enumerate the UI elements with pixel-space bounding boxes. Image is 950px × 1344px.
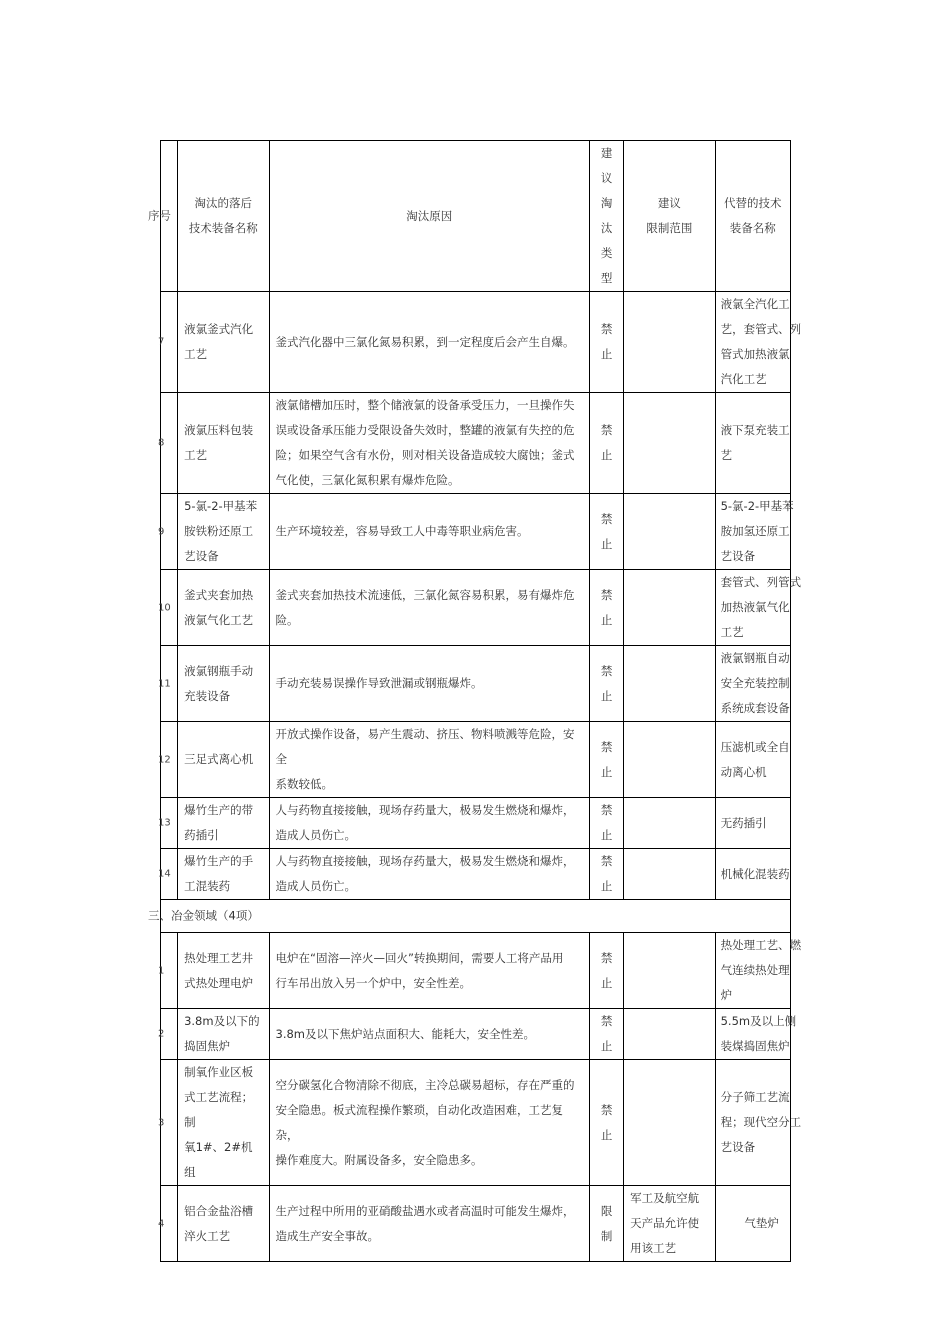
cell-line: 安全隐患。板式流程操作繁琐，自动化改造困难，工艺复杂， (275, 1102, 563, 1142)
cell-line: 止 (600, 1127, 613, 1142)
cell-line: 液氯釜式汽化 (184, 322, 254, 336)
cell-line: 工艺 (184, 448, 208, 462)
cell-line: 止 (600, 347, 613, 361)
elimination-type (590, 933, 624, 1009)
elimination-reason (269, 722, 590, 798)
row-number: 2 (161, 1009, 178, 1060)
cell-line: 压滤机或全自 (720, 739, 790, 754)
cell-line: 制 (600, 1228, 613, 1243)
elimination-type (590, 798, 624, 849)
elimination-reason (269, 933, 590, 1009)
cell-line: 釜式夹套加热 (184, 587, 254, 602)
cell-line: 止 (600, 536, 613, 551)
cell-line: 止 (600, 828, 613, 842)
restriction-scope (624, 393, 715, 494)
cell-line: 胺铁粉还原工 (184, 524, 254, 538)
replacement-tech (715, 1060, 802, 1186)
equipment-name (178, 393, 269, 494)
equipment-name (178, 933, 269, 1009)
replacement-tech (715, 798, 790, 849)
cell-line: 开放式操作设备，易产生震动、挤压、物料喷溅等危险，安全 (275, 727, 575, 766)
row-number: 4 (161, 1186, 178, 1262)
header-row (161, 141, 791, 292)
cell-line: 军工及航空航 (630, 1191, 700, 1205)
restriction-scope (624, 933, 715, 1009)
cell-line: 禁 (600, 587, 613, 602)
cell-line: 误或设备承压能力受限设备失效时，整罐的液氯有失控的危 (275, 423, 575, 437)
elimination-type (590, 849, 624, 900)
elimination-reason (269, 1009, 590, 1060)
cell-line: 禁 (600, 423, 613, 437)
cell-line: 险；如果空气含有水份，则对相关设备造成较大腐蚀；釜式 (275, 448, 575, 462)
cell-line: 工艺 (720, 625, 744, 639)
cell-line: 式工艺流程；制 (184, 1090, 254, 1129)
equipment-name (178, 1009, 269, 1060)
equipment-name (178, 1060, 269, 1186)
elimination-type (590, 722, 624, 798)
row-number: 7 (161, 292, 178, 393)
cell-line: 5-氯-2-甲基苯 (184, 499, 258, 513)
cell-line: 铝合金盐浴槽 (184, 1203, 254, 1218)
restriction-scope (624, 646, 715, 722)
cell-line: 禁 (600, 1014, 613, 1028)
replacement-tech (715, 1186, 790, 1262)
cell-line: 工艺 (184, 347, 208, 361)
elimination-reason (269, 849, 590, 900)
elimination-reason (269, 494, 590, 570)
cell-line: 安全充装控制 (720, 676, 790, 690)
elimination-type (590, 1186, 624, 1262)
cell-line: 液下泵充装工 (720, 423, 790, 437)
header-type: 建 议 淘 汰 类 型 (590, 141, 624, 292)
equipment-name (178, 646, 269, 722)
cell-line: 釜式夹套加热技术流速低，三氯化氮容易积累，易有爆炸危 (275, 587, 575, 602)
cell-line: 加热液氯气化 (720, 600, 790, 614)
cell-line: 止 (600, 612, 613, 627)
cell-line: 天产品允许使 (630, 1216, 700, 1230)
cell-line: 艺设备 (184, 549, 219, 563)
cell-line: 无药插引 (720, 815, 767, 830)
row-number: 9 (161, 494, 178, 570)
equipment-name (178, 292, 269, 393)
cell-line: 禁 (600, 854, 613, 868)
cell-line: 行车吊出放入另一个炉中，安全性差。 (275, 975, 471, 990)
table-row (161, 393, 791, 494)
cell-line: 炉 (720, 988, 733, 1002)
cell-line: 电炉在“固溶—淬火—回火”转换期间，需要人工将产品用 (275, 950, 564, 965)
row-number: 1 (161, 933, 178, 1009)
cell-line: 管式加热液氯 (720, 347, 790, 361)
cell-line: 分子筛工艺流 (720, 1090, 790, 1104)
cell-line: 止 (600, 764, 613, 779)
equipment-name (178, 570, 269, 646)
table-row (161, 292, 791, 393)
header-reason: 淘汰原因 (269, 141, 590, 292)
cell-line: 人与药物直接接触，现场存药量大，极易发生燃烧和爆炸， (275, 803, 575, 817)
row-number: 8 (161, 393, 178, 494)
row-number: 3 (161, 1060, 178, 1186)
elimination-reason (269, 292, 590, 393)
elimination-reason (269, 570, 590, 646)
cell-line: 禁 (600, 663, 613, 678)
replacement-tech (715, 849, 790, 900)
replacement-tech (715, 722, 790, 798)
equipment-name (178, 849, 269, 900)
restriction-scope (624, 849, 715, 900)
cell-line: 3.8m及以下的 (184, 1014, 260, 1028)
row-number: 10 (161, 570, 178, 646)
cell-line: 液氯全汽化工 (720, 297, 790, 311)
cell-line: 艺设备 (720, 1140, 756, 1154)
restriction-scope (624, 798, 715, 849)
elimination-reason (269, 1060, 590, 1186)
elimination-type (590, 1009, 624, 1060)
cell-line: 造成人员伤亡。 (275, 879, 356, 893)
restriction-scope (624, 1060, 715, 1186)
cell-line: 动离心机 (720, 764, 767, 779)
cell-line: 系数较低。 (275, 777, 333, 791)
row-number: 11 (161, 646, 178, 722)
row-number: 13 (161, 798, 178, 849)
header-num: 序号 (161, 141, 178, 292)
table-row (161, 849, 791, 900)
equipment-name (178, 722, 269, 798)
cell-line: 操作难度大。附属设备多，安全隐患多。 (275, 1152, 483, 1167)
cell-line: 禁 (600, 739, 613, 754)
cell-line: 液氯钢瓶手动 (184, 663, 254, 678)
elimination-type (590, 292, 624, 393)
table-row (161, 1186, 791, 1262)
cell-line: 气垫炉 (744, 1216, 779, 1230)
cell-line: 人与药物直接接触，现场存药量大，极易发生燃烧和爆炸， (275, 854, 575, 868)
header-scope: 建议 限制范围 (624, 141, 715, 292)
equipment-name (178, 494, 269, 570)
cell-line: 氧1#、2#机组 (184, 1140, 253, 1179)
cell-line: 禁 (600, 950, 613, 965)
replacement-tech (715, 494, 794, 570)
cell-line: 5.5m及以上侧 (720, 1014, 797, 1028)
elimination-reason (269, 798, 590, 849)
table-row (161, 646, 791, 722)
replacement-tech (715, 933, 802, 1009)
replacement-tech (715, 646, 790, 722)
cell-line: 爆竹生产的带 (184, 803, 254, 817)
restriction-scope (624, 292, 715, 393)
cell-line: 5-氯-2-甲基苯 (720, 499, 794, 513)
cell-line: 造成人员伤亡。 (275, 828, 356, 842)
restriction-scope (624, 570, 715, 646)
cell-line: 釜式汽化器中三氯化氮易积累，到一定程度后会产生自爆。 (275, 334, 575, 349)
cell-line: 装煤捣固焦炉 (720, 1039, 790, 1053)
elimination-type (590, 393, 624, 494)
cell-line: 气连续热处理 (720, 963, 790, 977)
cell-line: 止 (600, 879, 613, 893)
equipment-name (178, 798, 269, 849)
replacement-tech (715, 1009, 797, 1060)
elimination-type (590, 570, 624, 646)
cell-line: 艺 (720, 448, 733, 462)
cell-line: 禁 (600, 1102, 613, 1117)
cell-line: 禁 (600, 511, 613, 526)
restriction-scope (624, 1009, 715, 1060)
cell-line: 限 (600, 1203, 613, 1218)
cell-line: 系统成套设备 (720, 701, 790, 715)
table-row (161, 570, 791, 646)
cell-line: 气化使，三氯化氮积累有爆炸危险。 (275, 473, 460, 487)
cell-line: 液氯压料包装 (184, 423, 254, 437)
cell-line: 手动充装易误操作导致泄漏或钢瓶爆炸。 (275, 676, 483, 690)
cell-line: 式热处理电炉 (184, 975, 254, 990)
elimination-reason (269, 1186, 590, 1262)
cell-line: 止 (600, 975, 613, 990)
restriction-scope (624, 1186, 715, 1262)
cell-line: 液氯储槽加压时，整个储液氯的设备承受压力，一旦操作失 (275, 398, 575, 412)
cell-line: 工混装药 (184, 879, 231, 893)
header-alt: 代替的技术 装备名称 (715, 141, 790, 292)
cell-line: 禁 (600, 803, 613, 817)
cell-line: 机械化混装药 (720, 866, 790, 881)
cell-line: 空分碳氢化合物清除不彻底，主冷总碳易超标，存在严重的 (275, 1077, 575, 1092)
cell-line: 造成生产安全事故。 (275, 1228, 379, 1243)
elimination-type (590, 646, 624, 722)
row-number: 12 (161, 722, 178, 798)
cell-line: 淬火工艺 (184, 1228, 231, 1243)
table-row (161, 798, 791, 849)
cell-line: 3.8m及以下焦炉站点面积大、能耗大，安全性差。 (275, 1026, 535, 1041)
replacement-tech (715, 393, 790, 494)
cell-line: 套管式、列管式 (720, 575, 802, 589)
elimination-reason (269, 646, 590, 722)
table-row (161, 494, 791, 570)
restriction-scope (624, 722, 715, 798)
row-number: 14 (161, 849, 178, 900)
cell-line: 汽化工艺 (720, 372, 767, 386)
cell-line: 禁 (600, 322, 613, 336)
cell-line: 止 (600, 688, 613, 703)
cell-line: 三足式离心机 (184, 752, 254, 766)
cell-line: 捣固焦炉 (184, 1039, 231, 1053)
section-heading: 三、冶金领域（4项） (161, 900, 791, 933)
table-row (161, 722, 791, 798)
table-row (161, 1060, 791, 1186)
cell-line: 程；现代空分工 (720, 1115, 802, 1129)
cell-line: 充装设备 (184, 688, 231, 703)
cell-line: 止 (600, 448, 613, 462)
cell-line: 药插引 (184, 828, 219, 842)
cell-line: 止 (600, 1039, 613, 1053)
cell-line: 热处理工艺井 (184, 950, 254, 965)
cell-line: 液氯气化工艺 (184, 612, 254, 627)
elimination-reason (269, 393, 590, 494)
section-row (161, 900, 791, 933)
restriction-scope (624, 494, 715, 570)
table-row (161, 933, 791, 1009)
hazard-equipment-table (148, 140, 802, 1262)
cell-line: 艺设备 (720, 549, 756, 563)
cell-line: 液氯钢瓶自动 (720, 651, 790, 665)
cell-line: 爆竹生产的手 (184, 854, 254, 868)
cell-line: 险。 (275, 612, 299, 627)
cell-line: 制氧作业区板 (184, 1065, 254, 1079)
table-row (161, 1009, 791, 1060)
cell-line: 艺，套管式、列 (720, 322, 802, 336)
cell-line: 生产环境较差，容易导致工人中毒等职业病危害。 (275, 524, 529, 538)
replacement-tech (715, 292, 802, 393)
elimination-type (590, 494, 624, 570)
cell-line: 热处理工艺、燃 (720, 938, 802, 952)
elimination-type (590, 1060, 624, 1186)
header-name: 淘汰的落后 技术装备名称 (178, 141, 269, 292)
cell-line: 生产过程中所用的亚硝酸盐遇水或者高温时可能发生爆炸， (275, 1203, 575, 1218)
cell-line: 用该工艺 (630, 1241, 677, 1255)
cell-line: 胺加氢还原工 (720, 524, 790, 538)
equipment-name (178, 1186, 269, 1262)
replacement-tech (715, 570, 802, 646)
